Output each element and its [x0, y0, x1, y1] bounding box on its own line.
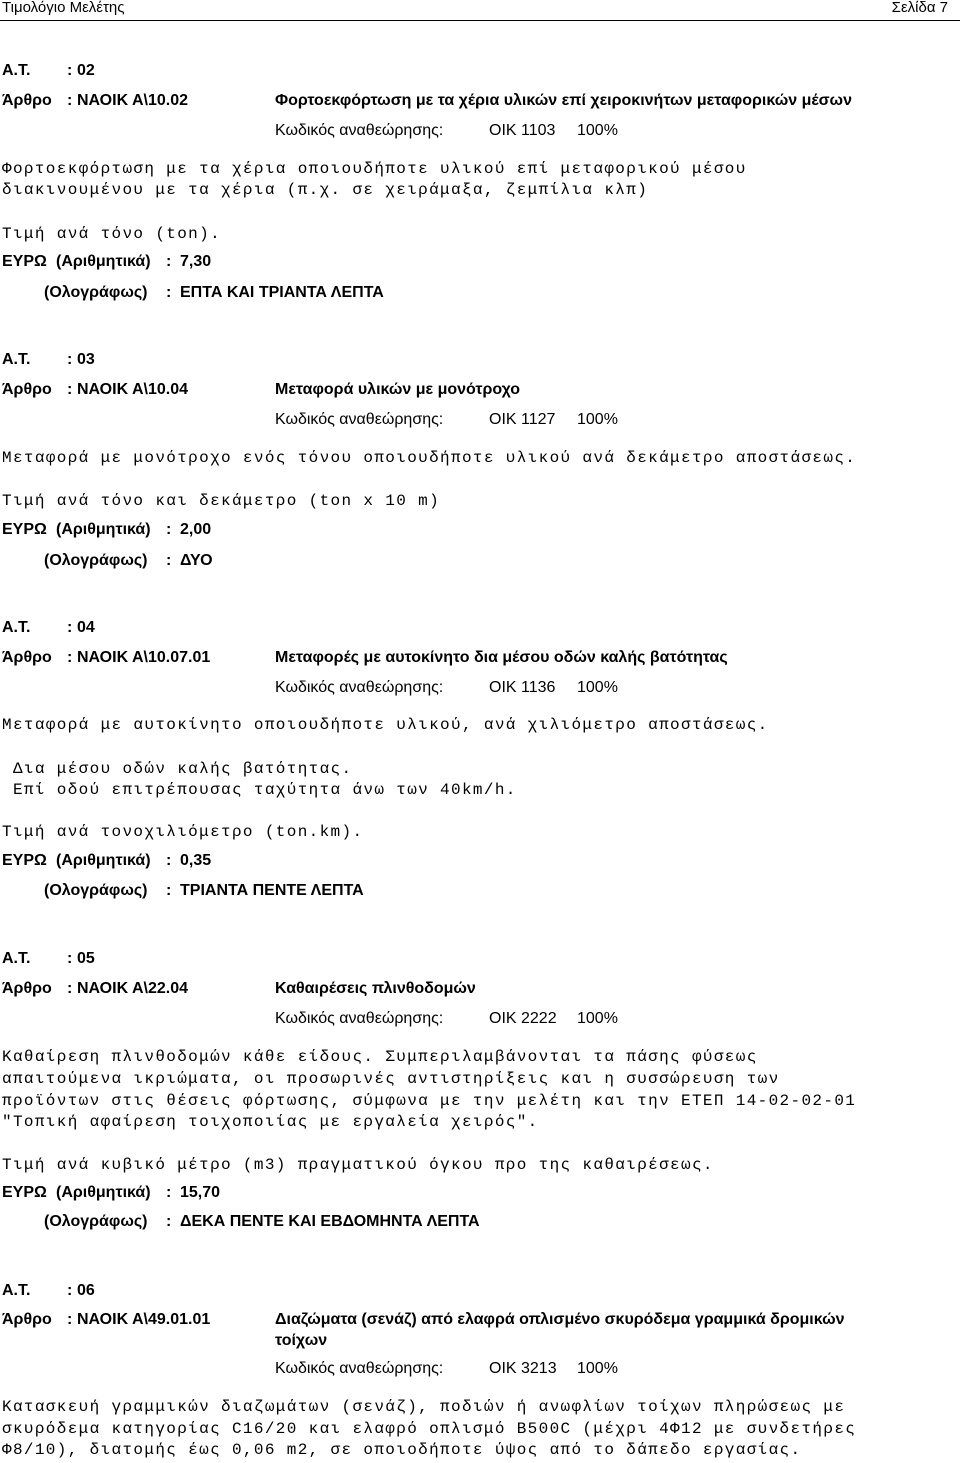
- price-in-words: ΤΡΙΑΝΤΑ ΠΕΝΤΕ ΛΕΠΤΑ: [180, 882, 364, 899]
- at-colon: :: [67, 1282, 73, 1299]
- description-line: Μεταφορά με μονότροχο ενός τόνου οποιουδήποτε υλικού ανά δεκάμετρο αποστάσεως.: [2, 449, 857, 467]
- at-colon: :: [67, 351, 73, 368]
- article-code: ΝΑΟΙΚ Α\22.04: [77, 980, 189, 997]
- price-numeric: 2,00: [180, 521, 212, 538]
- revision-code: ΟΙΚ 1136: [489, 679, 556, 696]
- description-line: απαιτούμενα ικριώματα, οι προσωρινές αντιστηρίξεις και η συσσώρευση των: [2, 1070, 780, 1088]
- numeric-colon: :: [166, 1184, 172, 1201]
- unit-price-basis: Τιμή ανά τονοχιλιόμετρο (ton.km).: [2, 823, 364, 841]
- at-number: 04: [77, 619, 95, 636]
- page-number: Σελίδα 7: [891, 0, 948, 16]
- numeric-colon: :: [166, 253, 172, 270]
- at-colon: :: [67, 619, 73, 636]
- price-in-words: ΔΥΟ: [180, 552, 213, 569]
- words-colon: :: [166, 284, 172, 301]
- euro-label: ΕΥΡΩ: [2, 521, 47, 538]
- numeric-label: (Αριθμητικά): [56, 253, 151, 270]
- article-colon: :: [67, 381, 73, 398]
- at-label: Α.Τ.: [2, 351, 31, 368]
- item-title: Μεταφορά υλικών με μονότροχο: [275, 381, 521, 398]
- item-title: Καθαιρέσεις πλινθοδομών: [275, 980, 476, 997]
- price-numeric: 15,70: [180, 1184, 221, 1201]
- article-label: Άρθρο: [2, 649, 52, 666]
- price-numeric: 7,30: [180, 253, 212, 270]
- euro-label: ΕΥΡΩ: [2, 253, 47, 270]
- at-number: 05: [77, 950, 95, 967]
- header-rule: [0, 20, 960, 21]
- words-label: (Ολογράφως): [44, 552, 148, 569]
- unit-price-basis: Τιμή ανά τόνο (ton).: [2, 225, 222, 243]
- revision-code: ΟΙΚ 1103: [489, 122, 556, 139]
- description-line: "Τοπική αφαίρεση τοιχοποιίας με εργαλεία χειρός".: [2, 1113, 539, 1131]
- at-colon: :: [67, 62, 73, 79]
- revision-code-label: Κωδικός αναθεώρησης:: [275, 679, 444, 696]
- at-label: Α.Τ.: [2, 62, 31, 79]
- article-code: ΝΑΟΙΚ Α\10.04: [77, 381, 189, 398]
- at-colon: :: [67, 950, 73, 967]
- item-title: Φορτοεκφόρτωση με τα χέρια υλικών επί χειροκινήτων μεταφορικών μέσων: [275, 92, 852, 109]
- euro-label: ΕΥΡΩ: [2, 1184, 47, 1201]
- words-label: (Ολογράφως): [44, 1213, 148, 1230]
- description-line: διακινουμένου με τα χέρια (π.χ. σε χειράμαξα, ζεμπίλια κλπ): [2, 181, 649, 199]
- at-number: 03: [77, 351, 95, 368]
- item-title: Μεταφορές με αυτοκίνητο δια μέσου οδών καλής βατότητας: [275, 649, 728, 666]
- article-colon: :: [67, 980, 73, 997]
- description-line: Επί οδού επιτρέπουσας ταχύτητα άνω των 40km/h.: [2, 781, 517, 799]
- article-label: Άρθρο: [2, 381, 52, 398]
- price-in-words: ΔΕΚΑ ΠΕΝΤΕ ΚΑΙ ΕΒΔΟΜΗΝΤΑ ΛΕΠΤΑ: [180, 1213, 480, 1230]
- numeric-label: (Αριθμητικά): [56, 521, 151, 538]
- words-colon: :: [166, 882, 172, 899]
- words-colon: :: [166, 552, 172, 569]
- revision-code: ΟΙΚ 3213: [489, 1360, 557, 1377]
- description-line: Καθαίρεση πλινθοδομών κάθε είδους. Συμπεριλαμβάνονται τα πάσης φύσεως: [2, 1048, 758, 1066]
- description-line: Φ8/10), διατομής έως 0,06 m2, σε οποιοδήποτε ύψος από το δάπεδο εργασίας.: [2, 1441, 802, 1459]
- article-colon: :: [67, 1311, 73, 1328]
- revision-code-label: Κωδικός αναθεώρησης:: [275, 1010, 444, 1027]
- revision-code: ΟΙΚ 2222: [489, 1010, 557, 1027]
- article-colon: :: [67, 92, 73, 109]
- item-title: τοίχων: [275, 1332, 328, 1349]
- article-label: Άρθρο: [2, 92, 52, 109]
- price-in-words: ΕΠΤΑ ΚΑΙ ΤΡΙΑΝΤΑ ΛΕΠΤΑ: [180, 284, 384, 301]
- price-numeric: 0,35: [180, 852, 212, 869]
- description-line: Κατασκευή γραμμικών διαζωμάτων (σενάζ), ποδιών ή ανωφλίων τοίχων πληρώσεως με: [2, 1398, 846, 1416]
- at-label: Α.Τ.: [2, 619, 31, 636]
- revision-percent: 100%: [577, 1360, 618, 1377]
- revision-percent: 100%: [577, 411, 618, 428]
- numeric-label: (Αριθμητικά): [56, 852, 151, 869]
- description-line: Φορτοεκφόρτωση με τα χέρια οποιουδήποτε υλικού επί μεταφορικού μέσου: [2, 160, 747, 178]
- unit-price-basis: Τιμή ανά τόνο και δεκάμετρο (ton x 10 m): [2, 492, 441, 510]
- revision-percent: 100%: [577, 679, 618, 696]
- item-title: Διαζώματα (σενάζ) από ελαφρά οπλισμένο σκυρόδεμα γραμμικά δρομικών: [275, 1311, 845, 1328]
- article-code: ΝΑΟΙΚ Α\49.01.01: [77, 1311, 211, 1328]
- description-line: Μεταφορά με αυτοκίνητο οποιουδήποτε υλικού, ανά χιλιόμετρο αποστάσεως.: [2, 716, 769, 734]
- revision-percent: 100%: [577, 122, 618, 139]
- unit-price-basis: Τιμή ανά κυβικό μέτρο (m3) πραγματικού όγκου προ της καθαιρέσεως.: [2, 1156, 714, 1174]
- document-title: Τιμολόγιο Μελέτης: [2, 0, 125, 16]
- article-colon: :: [67, 649, 73, 666]
- numeric-colon: :: [166, 521, 172, 538]
- at-label: Α.Τ.: [2, 950, 31, 967]
- article-label: Άρθρο: [2, 980, 52, 997]
- at-number: 02: [77, 62, 95, 79]
- revision-code-label: Κωδικός αναθεώρησης:: [275, 411, 444, 428]
- article-label: Άρθρο: [2, 1311, 52, 1328]
- description-line: προϊόντων στις θέσεις φόρτωσης, σύμφωνα με την μελέτη και την ΕΤΕΠ 14-02-02-01: [2, 1092, 857, 1110]
- revision-code-label: Κωδικός αναθεώρησης:: [275, 1360, 444, 1377]
- article-code: ΝΑΟΙΚ Α\10.07.01: [77, 649, 211, 666]
- description-line: Δια μέσου οδών καλής βατότητας.: [2, 760, 353, 778]
- revision-percent: 100%: [577, 1010, 618, 1027]
- words-label: (Ολογράφως): [44, 284, 148, 301]
- euro-label: ΕΥΡΩ: [2, 852, 47, 869]
- article-code: ΝΑΟΙΚ Α\10.02: [77, 92, 189, 109]
- revision-code: ΟΙΚ 1127: [489, 411, 556, 428]
- numeric-colon: :: [166, 852, 172, 869]
- words-label: (Ολογράφως): [44, 882, 148, 899]
- at-number: 06: [77, 1282, 95, 1299]
- numeric-label: (Αριθμητικά): [56, 1184, 151, 1201]
- words-colon: :: [166, 1213, 172, 1230]
- revision-code-label: Κωδικός αναθεώρησης:: [275, 122, 444, 139]
- at-label: Α.Τ.: [2, 1282, 31, 1299]
- description-line: σκυρόδεμα κατηγορίας C16/20 και ελαφρό οπλισμό B500C (μέχρι 4Φ12 με συνδετήρες: [2, 1420, 857, 1438]
